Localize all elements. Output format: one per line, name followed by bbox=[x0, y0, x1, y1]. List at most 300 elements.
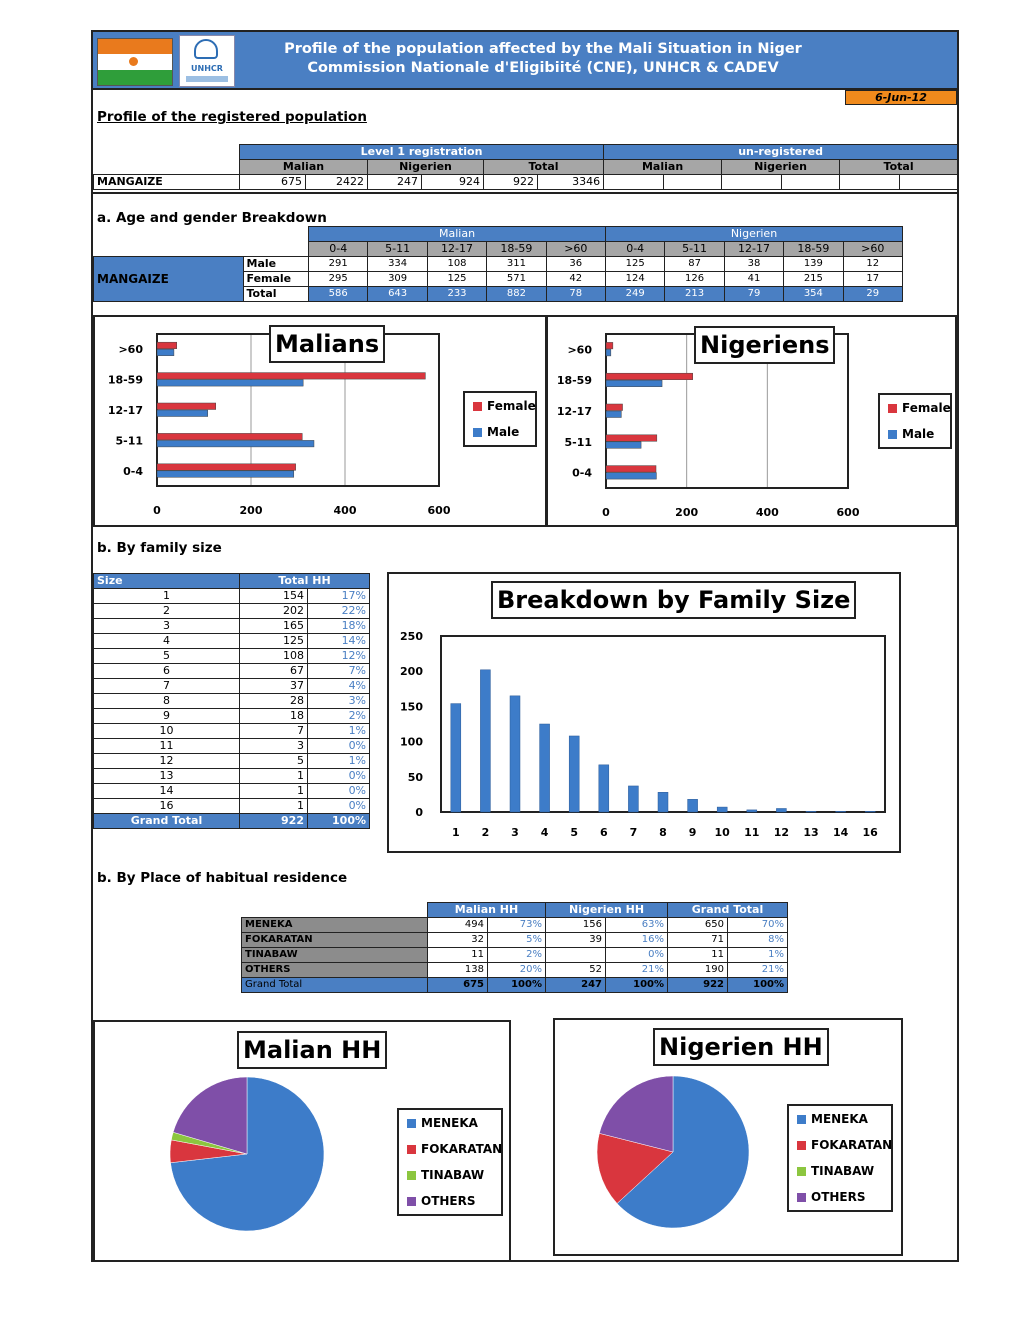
x-tick-label: 10 bbox=[714, 826, 730, 839]
x-tick-label: 5 bbox=[570, 826, 579, 839]
x-tick-label: 600 bbox=[427, 504, 451, 517]
bar bbox=[776, 808, 786, 812]
cell bbox=[900, 175, 958, 190]
cell: 52 bbox=[546, 963, 606, 978]
page-title bbox=[263, 40, 823, 78]
legend-item-tinabaw: TINABAW bbox=[399, 1162, 501, 1188]
col-unreg-nigerien: Nigerien bbox=[722, 160, 840, 175]
cell: 36 bbox=[546, 257, 605, 272]
pct-cell: 3% bbox=[308, 694, 370, 709]
hh-cell: 202 bbox=[240, 604, 308, 619]
size-cell: 6 bbox=[94, 664, 240, 679]
bar bbox=[658, 792, 668, 812]
hh-cell: 1 bbox=[240, 784, 308, 799]
cell: 16% bbox=[606, 933, 668, 948]
cell: 17 bbox=[843, 272, 902, 287]
x-tick-label: 1 bbox=[451, 826, 460, 839]
cell: 41 bbox=[724, 272, 783, 287]
x-tick-label: 0 bbox=[153, 504, 161, 517]
cell bbox=[546, 948, 606, 963]
legend-item-others: OTHERS bbox=[789, 1184, 891, 1210]
cell: 21% bbox=[728, 963, 788, 978]
row-label: Total bbox=[243, 287, 309, 302]
age-header: 18-59 bbox=[487, 242, 546, 257]
y-tick-label: 12-17 bbox=[107, 404, 143, 417]
y-tick-label: 12-17 bbox=[556, 405, 592, 418]
chart-legend bbox=[463, 391, 537, 447]
bar bbox=[451, 704, 461, 812]
size-cell: 7 bbox=[94, 679, 240, 694]
total-row bbox=[94, 814, 370, 829]
cell bbox=[604, 175, 664, 190]
cell: 156 bbox=[546, 918, 606, 933]
bar-male bbox=[157, 349, 174, 356]
age-header: 0-4 bbox=[606, 242, 665, 257]
table-row bbox=[94, 589, 370, 604]
cell: 70% bbox=[728, 918, 788, 933]
pie-legend bbox=[787, 1104, 893, 1212]
hh-cell: 5 bbox=[240, 754, 308, 769]
size-cell: 16 bbox=[94, 799, 240, 814]
x-tick-label: 0 bbox=[602, 506, 610, 519]
y-tick-label: >60 bbox=[567, 343, 592, 357]
hh-cell: 7 bbox=[240, 724, 308, 739]
level1-header: Level 1 registration bbox=[240, 145, 604, 160]
bar bbox=[628, 786, 638, 812]
bar bbox=[865, 811, 875, 812]
size-cell: 9 bbox=[94, 709, 240, 724]
legend-swatch bbox=[473, 402, 482, 411]
chart-legend bbox=[878, 393, 952, 449]
cell: 922 bbox=[484, 175, 538, 190]
legend-swatch bbox=[473, 428, 482, 437]
cell: 126 bbox=[665, 272, 724, 287]
pct-cell: 18% bbox=[308, 619, 370, 634]
table-row bbox=[242, 933, 788, 948]
x-tick-label: 7 bbox=[629, 826, 638, 839]
y-tick-label: 0-4 bbox=[572, 466, 592, 480]
cell: 100% bbox=[606, 978, 668, 993]
family-size-chart-panel bbox=[387, 572, 901, 853]
legend-swatch bbox=[797, 1141, 806, 1150]
legend-item-others: OTHERS bbox=[399, 1188, 501, 1214]
bar-female bbox=[157, 433, 302, 440]
cell: 354 bbox=[784, 287, 843, 302]
cell: 12 bbox=[843, 257, 902, 272]
group-nigerien: Nigerien bbox=[606, 227, 903, 242]
table-row bbox=[94, 709, 370, 724]
bar-female bbox=[157, 373, 425, 380]
x-tick-label: 4 bbox=[540, 826, 549, 839]
table-row bbox=[94, 679, 370, 694]
malians-chart-panel bbox=[93, 315, 547, 527]
legend-item-male: Male bbox=[880, 421, 950, 447]
cell: 20% bbox=[488, 963, 546, 978]
report-date: 6-Jun-12 bbox=[845, 90, 957, 105]
cell: 247 bbox=[368, 175, 422, 190]
hh-cell: 165 bbox=[240, 619, 308, 634]
y-tick-label: 18-59 bbox=[556, 374, 592, 388]
niger-flag-icon bbox=[97, 38, 173, 86]
cell: 571 bbox=[487, 272, 546, 287]
cell bbox=[722, 175, 782, 190]
y-tick-label: 50 bbox=[407, 770, 423, 784]
x-tick-label: 11 bbox=[744, 826, 760, 839]
legend-item-meneka: MENEKA bbox=[399, 1110, 501, 1136]
table-row bbox=[94, 257, 903, 272]
cell: 63% bbox=[606, 918, 668, 933]
col-nigerien-hh: Nigerien HH bbox=[546, 903, 668, 918]
bar-male bbox=[157, 410, 208, 417]
cell bbox=[840, 175, 900, 190]
family-size-section-title: b. By family size bbox=[97, 540, 222, 556]
row-label: OTHERS bbox=[242, 963, 428, 978]
pct-cell: 0% bbox=[308, 784, 370, 799]
cell: 125 bbox=[606, 257, 665, 272]
cell bbox=[782, 175, 840, 190]
x-tick-label: 400 bbox=[333, 504, 357, 517]
hh-cell: 154 bbox=[240, 589, 308, 604]
legend-item-fokaratan: FOKARATAN bbox=[399, 1136, 501, 1162]
pct-cell: 0% bbox=[308, 739, 370, 754]
age-gender-table bbox=[93, 226, 903, 302]
size-cell: 8 bbox=[94, 694, 240, 709]
cell: 38 bbox=[724, 257, 783, 272]
bar bbox=[599, 765, 609, 812]
residence-table bbox=[241, 902, 788, 993]
x-tick-label: 200 bbox=[675, 506, 699, 519]
table-row bbox=[94, 799, 370, 814]
malian-hh-pie-panel bbox=[93, 1020, 511, 1262]
hh-cell: 67 bbox=[240, 664, 308, 679]
row-label: Male bbox=[243, 257, 309, 272]
age-header: 5-11 bbox=[665, 242, 724, 257]
cell: 11 bbox=[668, 948, 728, 963]
cell: 247 bbox=[546, 978, 606, 993]
bar-female bbox=[606, 373, 693, 380]
x-tick-label: 2 bbox=[481, 826, 490, 839]
bar-male bbox=[606, 349, 611, 356]
size-cell: 5 bbox=[94, 649, 240, 664]
x-tick-label: 200 bbox=[239, 504, 263, 517]
hh-cell: 1 bbox=[240, 799, 308, 814]
cell: 675 bbox=[428, 978, 488, 993]
hh-cell: 28 bbox=[240, 694, 308, 709]
cell: 108 bbox=[427, 257, 486, 272]
bar bbox=[717, 807, 727, 812]
group-malian: Malian bbox=[309, 227, 606, 242]
bar bbox=[747, 810, 757, 812]
legend-swatch bbox=[407, 1119, 416, 1128]
cell: 311 bbox=[487, 257, 546, 272]
y-tick-label: 100 bbox=[400, 735, 423, 749]
hh-cell: 125 bbox=[240, 634, 308, 649]
cell: 213 bbox=[665, 287, 724, 302]
cell: 42 bbox=[546, 272, 605, 287]
x-tick-label: 6 bbox=[599, 826, 608, 839]
table-row bbox=[242, 918, 788, 933]
y-tick-label: >60 bbox=[118, 343, 143, 357]
bar-female bbox=[606, 404, 623, 411]
cell: 190 bbox=[668, 963, 728, 978]
unhcr-logo-icon: UNHCR bbox=[179, 35, 235, 87]
total-hh: 922 bbox=[240, 814, 308, 829]
cell: 215 bbox=[784, 272, 843, 287]
legend-swatch bbox=[888, 430, 897, 439]
cell: 29 bbox=[843, 287, 902, 302]
registration-table bbox=[93, 144, 958, 190]
chart-title: Nigerien HH bbox=[653, 1028, 829, 1066]
age-header: >60 bbox=[546, 242, 605, 257]
bar-male bbox=[606, 411, 621, 418]
y-tick-label: 0-4 bbox=[123, 464, 143, 478]
size-cell: 10 bbox=[94, 724, 240, 739]
size-cell: 3 bbox=[94, 619, 240, 634]
plot-area bbox=[441, 636, 885, 812]
pct-cell: 22% bbox=[308, 604, 370, 619]
size-cell: 2 bbox=[94, 604, 240, 619]
bar bbox=[540, 724, 550, 812]
chart-title: Malian HH bbox=[237, 1031, 387, 1069]
total-pct: 100% bbox=[308, 814, 370, 829]
nigerien-hh-pie-panel bbox=[553, 1018, 903, 1256]
cell: 73% bbox=[488, 918, 546, 933]
x-tick-label: 3 bbox=[511, 826, 519, 839]
table-row bbox=[94, 664, 370, 679]
table-row bbox=[94, 634, 370, 649]
table-row bbox=[242, 963, 788, 978]
row-label: MENEKA bbox=[242, 918, 428, 933]
cell: 233 bbox=[427, 287, 486, 302]
cell: 139 bbox=[784, 257, 843, 272]
chart-title: Breakdown by Family Size bbox=[491, 581, 856, 619]
x-tick-label: 14 bbox=[832, 826, 849, 839]
cell: 138 bbox=[428, 963, 488, 978]
legend-swatch bbox=[797, 1115, 806, 1124]
residence-section-title: b. By Place of habitual residence bbox=[97, 870, 348, 886]
table-row bbox=[94, 604, 370, 619]
x-tick-label: 9 bbox=[688, 826, 697, 839]
age-header: 18-59 bbox=[784, 242, 843, 257]
total-row bbox=[242, 978, 788, 993]
cell: 249 bbox=[606, 287, 665, 302]
legend-swatch bbox=[407, 1171, 416, 1180]
age-header: 12-17 bbox=[724, 242, 783, 257]
age-gender-section-title: a. Age and gender Breakdown bbox=[97, 210, 327, 226]
bar-female bbox=[157, 464, 296, 471]
cell: 650 bbox=[668, 918, 728, 933]
bar bbox=[836, 811, 846, 812]
bar-male bbox=[606, 473, 656, 480]
cell: 124 bbox=[606, 272, 665, 287]
divider bbox=[93, 192, 957, 194]
cell: 79 bbox=[724, 287, 783, 302]
nigeriens-chart-panel bbox=[546, 315, 957, 527]
bar-male bbox=[157, 380, 303, 387]
bar-female bbox=[606, 342, 613, 349]
age-header: >60 bbox=[843, 242, 902, 257]
table-row bbox=[94, 175, 958, 190]
hh-cell: 108 bbox=[240, 649, 308, 664]
row-label: FOKARATAN bbox=[242, 933, 428, 948]
age-header: 12-17 bbox=[427, 242, 486, 257]
total-label: Grand Total bbox=[242, 978, 428, 993]
bar-male bbox=[606, 442, 641, 449]
size-cell: 13 bbox=[94, 769, 240, 784]
pct-cell: 17% bbox=[308, 589, 370, 604]
bar bbox=[480, 670, 490, 812]
hh-cell: 1 bbox=[240, 769, 308, 784]
hh-cell: 18 bbox=[240, 709, 308, 724]
y-tick-label: 200 bbox=[400, 665, 423, 679]
cell: 100% bbox=[728, 978, 788, 993]
table-row bbox=[94, 739, 370, 754]
bar bbox=[806, 811, 816, 812]
cell: 924 bbox=[422, 175, 484, 190]
cell: 100% bbox=[488, 978, 546, 993]
family-size-table bbox=[93, 573, 370, 829]
x-tick-label: 16 bbox=[862, 826, 878, 839]
y-tick-label: 18-59 bbox=[107, 373, 143, 387]
age-header: 5-11 bbox=[368, 242, 427, 257]
table-row bbox=[94, 754, 370, 769]
table-row bbox=[94, 724, 370, 739]
bar bbox=[688, 799, 698, 812]
cell: 2422 bbox=[306, 175, 368, 190]
bar bbox=[569, 736, 579, 812]
cell: 586 bbox=[309, 287, 368, 302]
legend-swatch bbox=[797, 1167, 806, 1176]
cell: 334 bbox=[368, 257, 427, 272]
col-malian-hh: Malian HH bbox=[428, 903, 546, 918]
row-label: MANGAIZE bbox=[94, 175, 240, 190]
registered-section-title: Profile of the registered population bbox=[97, 109, 367, 125]
pie-legend bbox=[397, 1108, 503, 1216]
table-row bbox=[242, 948, 788, 963]
cell: 87 bbox=[665, 257, 724, 272]
size-cell: 1 bbox=[94, 589, 240, 604]
cell: 295 bbox=[309, 272, 368, 287]
y-tick-label: 0 bbox=[415, 806, 423, 819]
size-cell: 11 bbox=[94, 739, 240, 754]
size-cell: 14 bbox=[94, 784, 240, 799]
cell bbox=[664, 175, 722, 190]
pct-cell: 4% bbox=[308, 679, 370, 694]
total-label: Grand Total bbox=[94, 814, 240, 829]
col-malian: Malian bbox=[240, 160, 368, 175]
cell: 3346 bbox=[538, 175, 604, 190]
cell: 32 bbox=[428, 933, 488, 948]
legend-swatch bbox=[797, 1193, 806, 1202]
legend-item-female: Female bbox=[465, 393, 535, 419]
x-tick-label: 13 bbox=[803, 826, 819, 839]
y-tick-label: 5-11 bbox=[564, 435, 592, 449]
x-tick-label: 8 bbox=[659, 826, 667, 839]
cell: 5% bbox=[488, 933, 546, 948]
pct-cell: 2% bbox=[308, 709, 370, 724]
cell: 882 bbox=[487, 287, 546, 302]
cell: 11 bbox=[428, 948, 488, 963]
row-label: TINABAW bbox=[242, 948, 428, 963]
table-row bbox=[94, 619, 370, 634]
x-tick-label: 400 bbox=[755, 506, 779, 519]
cell: 494 bbox=[428, 918, 488, 933]
bar-male bbox=[606, 380, 662, 387]
legend-swatch bbox=[407, 1145, 416, 1154]
cell: 922 bbox=[668, 978, 728, 993]
cell: 71 bbox=[668, 933, 728, 948]
bar-female bbox=[606, 466, 656, 473]
cell: 2% bbox=[488, 948, 546, 963]
title-line-1: Profile of the population affected by the Mali Situation in Niger bbox=[284, 41, 802, 57]
pct-cell: 1% bbox=[308, 724, 370, 739]
col-unreg-total: Total bbox=[840, 160, 958, 175]
cell: 1% bbox=[728, 948, 788, 963]
legend-swatch bbox=[407, 1197, 416, 1206]
pct-cell: 14% bbox=[308, 634, 370, 649]
table-row bbox=[94, 694, 370, 709]
col-total-hh: Total HH bbox=[240, 574, 370, 589]
legend-item-male: Male bbox=[465, 419, 535, 445]
pct-cell: 12% bbox=[308, 649, 370, 664]
y-tick-label: 250 bbox=[400, 630, 423, 643]
size-cell: 12 bbox=[94, 754, 240, 769]
cell: 675 bbox=[240, 175, 306, 190]
pct-cell: 7% bbox=[308, 664, 370, 679]
bar bbox=[510, 696, 520, 812]
hh-cell: 3 bbox=[240, 739, 308, 754]
y-tick-label: 5-11 bbox=[115, 434, 143, 448]
legend-item-meneka: MENEKA bbox=[789, 1106, 891, 1132]
col-grand-total: Grand Total bbox=[668, 903, 788, 918]
legend-item-fokaratan: FOKARATAN bbox=[789, 1132, 891, 1158]
cell: 39 bbox=[546, 933, 606, 948]
header-band bbox=[93, 32, 957, 90]
cell: 291 bbox=[309, 257, 368, 272]
pct-cell: 1% bbox=[308, 754, 370, 769]
unregistered-header: un-registered bbox=[604, 145, 958, 160]
col-nigerien: Nigerien bbox=[368, 160, 484, 175]
x-tick-label: 12 bbox=[773, 826, 790, 839]
cell: 309 bbox=[368, 272, 427, 287]
legend-item-tinabaw: TINABAW bbox=[789, 1158, 891, 1184]
age-header: 0-4 bbox=[309, 242, 368, 257]
chart-title: Nigeriens bbox=[694, 326, 835, 364]
size-cell: 4 bbox=[94, 634, 240, 649]
bar-male bbox=[157, 471, 294, 478]
x-tick-label: 600 bbox=[836, 506, 860, 519]
col-unreg-malian: Malian bbox=[604, 160, 722, 175]
bar-female bbox=[157, 342, 177, 349]
table-row bbox=[94, 769, 370, 784]
bar-male bbox=[157, 440, 314, 447]
table-row bbox=[94, 649, 370, 664]
legend-item-female: Female bbox=[880, 395, 950, 421]
legend-swatch bbox=[888, 404, 897, 413]
col-total: Total bbox=[484, 160, 604, 175]
chart-title: Malians bbox=[269, 325, 385, 363]
bar-female bbox=[157, 403, 216, 410]
pct-cell: 0% bbox=[308, 799, 370, 814]
bar-female bbox=[606, 435, 657, 442]
row-group-label: MANGAIZE bbox=[94, 257, 244, 302]
cell: 0% bbox=[606, 948, 668, 963]
profile-sheet bbox=[91, 30, 959, 1262]
cell: 643 bbox=[368, 287, 427, 302]
table-row bbox=[94, 784, 370, 799]
cell: 78 bbox=[546, 287, 605, 302]
pct-cell: 0% bbox=[308, 769, 370, 784]
